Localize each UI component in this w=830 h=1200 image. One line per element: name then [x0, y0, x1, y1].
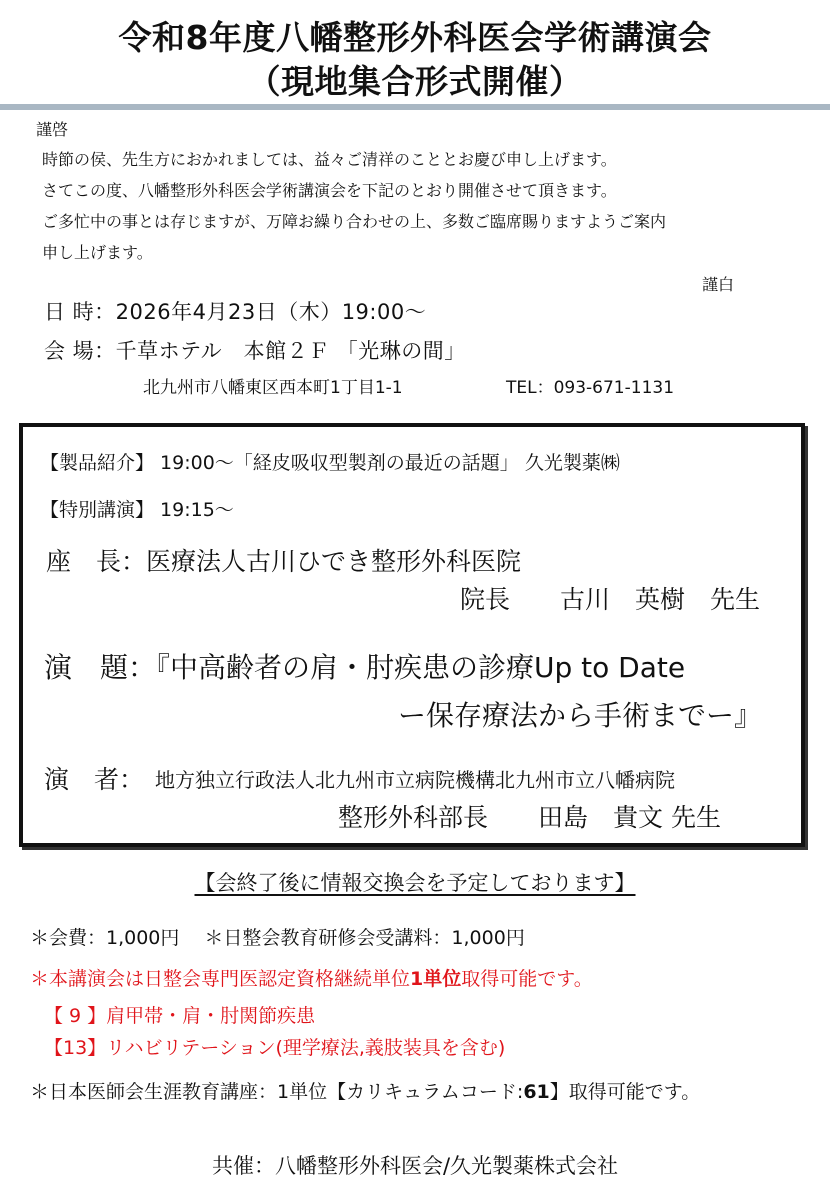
header-divider: [0, 104, 830, 110]
reception-notice: 【会終了後に情報交換会を予定しております】: [194, 871, 636, 895]
greeting-line: さてこの度、八幡整形外科医会学術講演会を下記のとおり開催させて頂きます。: [42, 181, 617, 200]
product-intro: 【製品紹介】 19:00～「経皮吸収型製剤の最近の話題」 久光製薬㈱: [40, 452, 620, 474]
chair-name: 院長 古川 英樹 先生: [460, 585, 761, 614]
credit-item: 【13】リハビリテーション(理学療法,義肢装具を含む): [44, 1037, 506, 1059]
speaker-name: 整形外科部長 田島 貴文 先生: [338, 803, 721, 832]
special-lecture: 【特別講演】 19:15～: [40, 499, 234, 521]
fee-info: ＊会費：1,000円 ＊日整会教育研修会受講料：1,000円: [30, 927, 525, 949]
speaker-label: 演 者：: [44, 765, 145, 794]
lecture-topic-line-2: ー保存療法から手術までー』: [398, 699, 763, 732]
greeting-line: 時節の侯、先生方におかれましては、益々ご清祥のこととお慶び申し上げます。: [42, 150, 617, 169]
speaker-affiliation: 地方独立行政法人北九州市立病院機構北九州市立八幡病院: [155, 768, 675, 792]
lecture-topic-line-1: 演 題：『中高齢者の肩・肘疾患の診療Up to Date: [44, 651, 686, 684]
jos-credit-notice: ＊本講演会は日整会専門医認定資格継続単位1単位取得可能です。: [30, 968, 593, 990]
greeting-line: 申し上げます。: [42, 243, 153, 262]
co-host: 共催：八幡整形外科医会/久光製薬株式会社: [211, 1154, 619, 1178]
event-venue: 会 場：千草ホテル 本館２Ｆ 「光琳の間」: [44, 339, 466, 363]
title-line-1: 令和8年度八幡整形外科医会学術講演会: [118, 18, 712, 57]
venue-tel: TEL：093-671-1131: [506, 378, 675, 398]
event-datetime: 日 時：2026年4月23日（木）19:00～: [44, 300, 427, 324]
title-line-2: （現地集合形式開催）: [247, 62, 583, 101]
chair-affiliation: 座 長：医療法人古川ひでき整形外科医院: [46, 547, 522, 576]
venue-address: 北九州市八幡東区西本町1丁目1-1: [143, 378, 403, 398]
greeting-line: ご多忙中の事とは存じますが、万障お繰り合わせの上、多数ご臨席賜りますようご案内: [42, 212, 667, 231]
jma-credit-notice: ＊日本医師会生涯教育講座：1単位【カリキュラムコード:61】取得可能です。: [30, 1081, 701, 1103]
greeting-closing: 謹白: [702, 275, 735, 294]
greeting-opening: 謹啓: [36, 120, 69, 139]
credit-item: 【 9 】肩甲帯・肩・肘関節疾患: [44, 1005, 316, 1027]
